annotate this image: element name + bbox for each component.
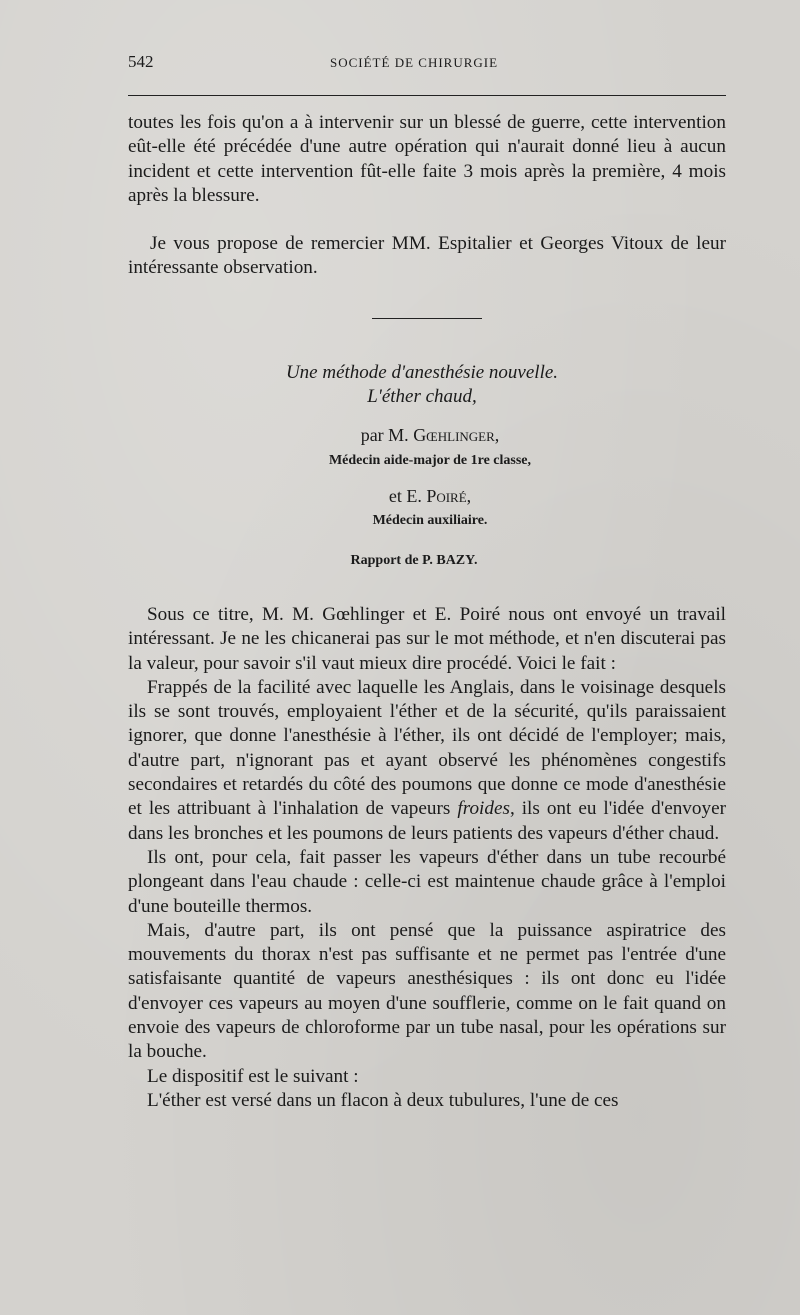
author-2	[30, 486, 800, 507]
body-paragraph-4: Mais, d'autre part, ils ont pensé que la puissance aspiratrice des mouvements du thorax n'est pas suffisante et ne permet pas l'entrée d'une satisfaisante quantité de vapeurs anesthésiques : ils ont donc eu l'idée d'envoyer ces vapeurs au moyen d'une soufflerie, comme on le fait quand on envoie des vapeurs de chloroforme par un tube nasal, pour les opérations sur la bouche.	[128, 919, 726, 1063]
author-1	[30, 425, 800, 446]
body-paragraph-2	[128, 676, 726, 846]
author-1-prefix: par M.	[360, 425, 409, 445]
body-paragraph-6: L'éther est versé dans un flacon à deux tubulures, l'une de ces	[147, 1089, 619, 1111]
affiliation-2: Médecin auxiliaire.	[372, 513, 488, 528]
intro-paragraph-2: Je vous propose de remercier MM. Espitalier et Georges Vitoux de leur intéressante observation.	[128, 233, 726, 279]
affiliation-1: Médecin aide-major de 1re classe,	[328, 453, 532, 468]
journal-title: SOCIÉTÉ DE CHIRURGIE	[330, 55, 499, 70]
body-paragraph-2-italic: froides	[457, 798, 510, 820]
header-rule	[128, 95, 726, 96]
body-paragraph-3: Ils ont, pour cela, fait passer les vapeurs d'éther dans un tube recourbé plongeant dans l'eau chaude : celle-ci est maintenue chaude grâce à l'emploi d'une bouteille thermos.	[128, 846, 726, 917]
running-head	[128, 52, 726, 74]
intro-paragraph-1: toutes les fois qu'on a à intervenir sur un blessé de guerre, cette intervention eût-elle été précédée d'une autre opération qui n'aurait donné lieu à aucun incident et cette intervention fût-elle faite 3 mois après la première, 4 mois après la blessure.	[128, 112, 726, 206]
author-2-name: Poiré,	[426, 486, 472, 506]
body-paragraph-1: Sous ce titre, M. M. Gœhlinger et E. Poiré nous ont envoyé un travail intéressant. Je ne les chicanerai pas sur le mot méthode, et n'en discuterai pas la valeur, pour savoir s'il vaut mieux dire procédé. Voici le fait :	[128, 604, 726, 674]
article-title: Une méthode d'anesthésie nouvelle.	[285, 362, 559, 383]
body-paragraph-2-end: , ils ont eu l'idée d'envoyer dans les bronches et les poumons de leurs patients des vapeurs d'éther chaud.	[128, 798, 726, 844]
intro-text	[128, 111, 726, 281]
author-1-name: Gœhlinger,	[413, 425, 500, 445]
body-paragraph-2-text: Frappés de la facilité avec laquelle les Anglais, dans le voisinage desquels ils se sont trouvés, employaient l'éther et de la sécurité, qu'ils paraissaient ignorer, que donne l'anesthésie à l'éther, ils ont décidé de l'employer; mais, d'autre part, n'ignorant pas et ayant observé les phénomènes congestifs secondaires et retardés du côté des poumons que donne ce mode d'anesthésie et les attribuant à l'inhalation de vapeurs	[128, 676, 726, 820]
article-subtitle: L'éther chaud,	[367, 386, 477, 407]
body-paragraph-5: Le dispositif est le suivant :	[147, 1065, 359, 1087]
section-divider	[372, 318, 482, 319]
article-body	[128, 603, 726, 1113]
report-line: Rapport de P. BAZY.	[350, 553, 478, 568]
page-number: 542	[128, 52, 154, 71]
author-2-prefix: et E.	[388, 486, 422, 506]
